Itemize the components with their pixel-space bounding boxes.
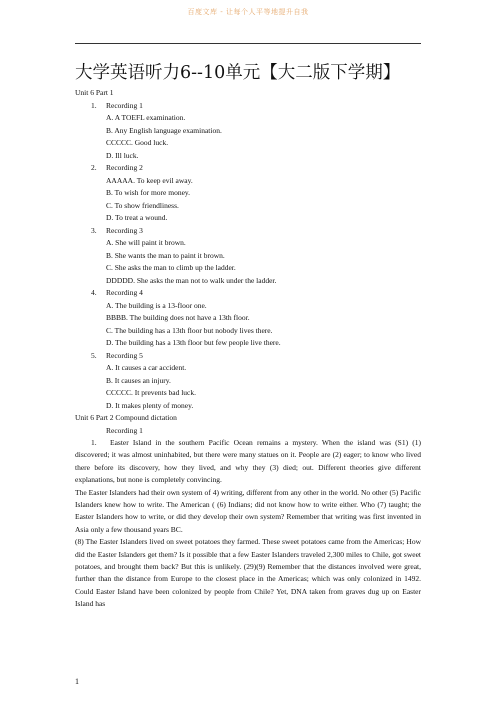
option: D. To treat a wound. [106, 213, 168, 222]
question-list [75, 100, 421, 413]
dictation-paragraph [75, 437, 421, 487]
option: B. It causes an injury. [106, 375, 171, 385]
option: B. She wants the man to paint it brown. [106, 250, 225, 260]
option: A. It causes a car accident. [106, 363, 187, 372]
option: C. She asks the man to climb up the ladder. [106, 263, 236, 272]
paragraph-text: Easter Island in the southern Pacific Ocean remains a mystery. When the island was (S1) (1) discovered; it was almost uninhabited, but there were many statues on it. People are (2) eager; to know who lived there before its discovery, how they lived, and why they (3) died; out. Different theories give different explanations, but none is completely convincing. [75, 438, 421, 485]
question-number: 4. [91, 288, 97, 297]
question-label: Recording 1 [106, 100, 143, 110]
option: A. A TOEFL examination. [106, 113, 186, 122]
question-label: Recording 2 [106, 163, 143, 172]
option: C. To show friendliness. [106, 200, 179, 210]
question-item [75, 350, 421, 413]
option: DDDDD. She asks the man not to walk under the ladder. [106, 275, 277, 285]
option: A. The building is a 13-floor one. [106, 300, 207, 310]
option: B. Any English language examination. [106, 125, 222, 135]
question-label: Recording 3 [106, 225, 143, 235]
question-item [75, 287, 421, 350]
option: B. To wish for more money. [106, 188, 191, 197]
option: C. The building has a 13th floor but nobody lives there. [106, 325, 273, 335]
option: CCCCC. Good luck. [106, 138, 169, 147]
question-number: 1. [91, 100, 97, 110]
part2-heading: Unit 6 Part 2 Compound dictation [75, 413, 177, 422]
question-label: Recording 4 [106, 288, 143, 297]
option: A. She will paint it brown. [106, 238, 186, 247]
recording-label: Recording 1 [106, 425, 143, 435]
option: CCCCC. It prevents bad luck. [106, 388, 196, 397]
part1-heading: Unit 6 Part 1 [75, 88, 114, 97]
option: BBBB. The building does not have a 13th floor. [106, 313, 250, 322]
header-rule [75, 43, 421, 44]
page-header: 百度文库 - 让每个人平等地提升自我 [187, 8, 309, 16]
dictation-paragraph: The Easter Islanders had their own system of 4) writing, different from any other in the world. No other (5) Pacific Islanders knew how to write. The American ( (6) Indians; did not know how to write either. Who (7) taught; the Easter Islanders how to write, or did they develop their own system? Remember that writing was first invented in Asia only a few thousand years BC. [75, 487, 421, 534]
option: D. Ill luck. [106, 150, 139, 160]
question-number: 2. [91, 163, 97, 172]
option: D. It makes plenty of money. [106, 400, 194, 410]
question-item [75, 162, 421, 225]
question-number: 5. [91, 350, 97, 360]
option: AAAAA. To keep evil away. [106, 175, 193, 185]
paragraph-number: 1. [91, 438, 97, 447]
document-title: 大学英语听力6--10单元【大二版下学期】 [75, 63, 401, 83]
document-body [75, 62, 421, 611]
question-item [75, 100, 421, 163]
option: D. The building has a 13th floor but few people live there. [106, 338, 281, 347]
question-item [75, 225, 421, 288]
question-label: Recording 5 [106, 350, 143, 360]
page-number: 1 [75, 677, 79, 686]
question-number: 3. [91, 225, 97, 235]
dictation-paragraph: (8) The Easter Islanders lived on sweet potatoes they farmed. These sweet potatoes came from the Americas; How did the Easter Islanders get them? Is it possible that a few Easter Islanders traveled 2,300 miles to Chile, got sweet potatoes, and brought them back? But this is unlikely. (29)(9) Remember that the distances involved were great, further than the distance from Europe to the closest place in the Americas; which was only colonized in 1492. Could Easter Island have been colonized by people from Chile? Yet, DNA taken from graves dug up on Easter Island has [75, 537, 421, 609]
